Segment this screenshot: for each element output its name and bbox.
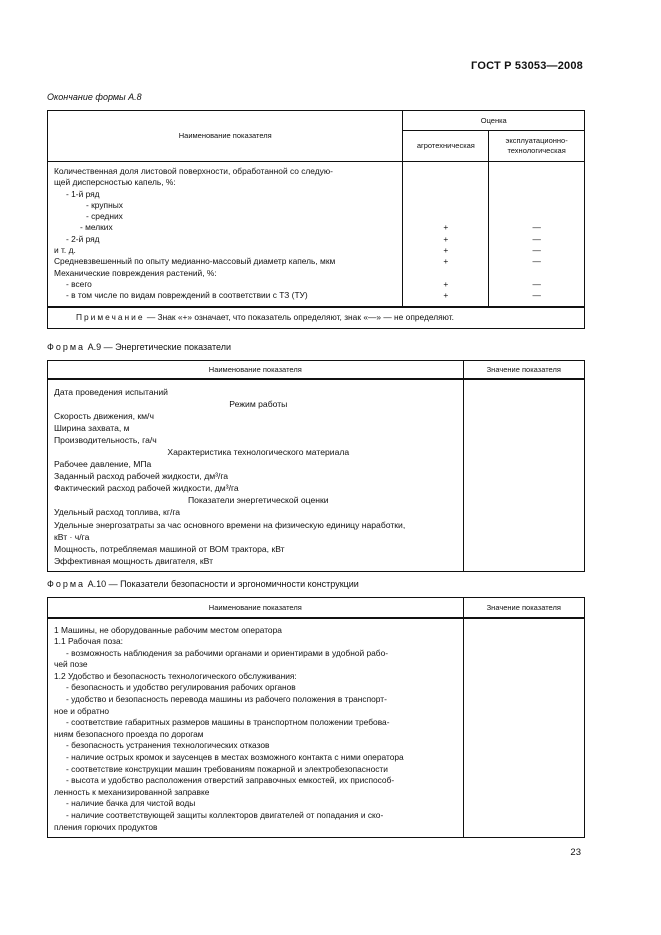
row-label: Дата проведения испытаний [48,379,464,398]
table-row [48,446,585,458]
agro-mark [403,211,489,222]
table-row [48,717,585,729]
expl-mark [489,162,585,178]
col-group-header: Оценка [403,111,585,131]
table-row [48,482,585,494]
table-row [48,506,585,518]
value-cell [463,787,584,799]
row-label: Производительность, га/ч [48,434,464,446]
value-cell [463,636,584,648]
value-cell [463,822,584,838]
value-cell [463,482,584,494]
agro-mark: + [403,222,489,233]
table-row [48,234,585,245]
row-label: Эффективная мощность двигателя, кВт [48,555,464,572]
agro-mark [403,200,489,211]
row-label: - наличие соответствующей защиты коллекторов двигателей от попадания и ско- [48,810,464,822]
value-cell [463,519,584,531]
value-cell [463,694,584,706]
table-row [48,398,585,410]
table-row [48,531,585,543]
row-label: ное и обратно [48,706,464,718]
a9-col-value-header: Значение показателя [463,361,584,379]
form-a9-caption [47,342,231,352]
value-cell [463,648,584,660]
row-label: - в том числе по видам повреждений в соответствии с ТЗ (ТУ) [48,290,403,306]
row-label: - мелких [48,222,403,233]
a10-col-value-header: Значение показателя [463,598,584,618]
row-label: - 1-й ряд [48,189,403,200]
note-label: Примечание [76,312,145,323]
row-label: Мощность, потребляемая машиной от ВОМ трактора, кВт [48,543,464,555]
row-label: чей позе [48,659,464,671]
table-row [48,775,585,787]
row-label: кВт · ч/га [48,531,464,543]
table-row [48,279,585,290]
value-cell [463,434,584,446]
row-label: Скорость движения, км/ч [48,410,464,422]
value-cell [463,543,584,555]
table-row [48,410,585,422]
value-cell [463,706,584,718]
row-label: - удобство и безопасность перевода машины из рабочего положения в транспорт- [48,694,464,706]
table-row [48,729,585,741]
row-label: Количественная доля листовой поверхности, обработанной со следую- [48,162,403,178]
row-label: - средних [48,211,403,222]
table-row [48,555,585,572]
row-label: Характеристика технологического материала [48,446,464,458]
row-label: Показатели энергетической оценки [48,494,464,506]
form-a10-caption-word: Форма [47,579,86,589]
form-a9-caption-word: Форма [47,342,86,352]
table-row [48,752,585,764]
table-a8-note [48,307,585,329]
value-cell [463,555,584,572]
table-row [48,189,585,200]
value-cell [463,729,584,741]
row-label: - соответствие конструкции машин требованиям пожарной и электробезопасности [48,764,464,776]
table-row [48,422,585,434]
table-a10 [47,597,585,838]
table-row [48,671,585,683]
table-row [48,648,585,660]
value-cell [463,494,584,506]
value-cell [463,379,584,398]
row-label: Средневзвешенный по опыту медианно-массовый диаметр капель, мкм [48,256,403,267]
row-label: Фактический расход рабочей жидкости, дм³/га [48,482,464,494]
col-agro-header: агротехническая [403,131,489,162]
col-name-header: Наименование показателя [48,111,403,162]
agro-mark [403,162,489,178]
value-cell [463,398,584,410]
form-a10-caption-rest: А.10 — Показатели безопасности и эргономичности конструкции [87,579,359,589]
table-row [48,379,585,398]
col-expl-line-1: эксплуатационно- [505,136,568,145]
table-row [48,618,585,637]
row-label: 1.2 Удобство и безопасность технологического обслуживания: [48,671,464,683]
table-row [48,211,585,222]
table-row [48,543,585,555]
agro-mark: + [403,256,489,267]
value-cell [463,446,584,458]
table-row [48,636,585,648]
row-label: щей дисперсностью капель, %: [48,177,403,188]
value-cell [463,740,584,752]
expl-mark [489,211,585,222]
table-row [48,177,585,188]
expl-mark: — [489,279,585,290]
row-label: - наличие бачка для чистой воды [48,798,464,810]
expl-mark [489,189,585,200]
row-label: ленность к механизированной заправке [48,787,464,799]
value-cell [463,775,584,787]
value-cell [463,717,584,729]
table-a9 [47,360,585,572]
expl-mark [489,200,585,211]
a9-col-name-header: Наименование показателя [48,361,464,379]
table-row [48,290,585,306]
table-row [48,706,585,718]
value-cell [463,798,584,810]
table-row [48,470,585,482]
agro-mark [403,189,489,200]
row-label: - соответствие габаритных размеров машины в транспортном положении требова- [48,717,464,729]
agro-mark: + [403,290,489,306]
value-cell [463,458,584,470]
expl-mark: — [489,222,585,233]
table-row [48,434,585,446]
row-label: - возможность наблюдения за рабочими органами и ориентирами в удобной рабо- [48,648,464,660]
value-cell [463,410,584,422]
value-cell [463,810,584,822]
value-cell [463,506,584,518]
value-cell [463,682,584,694]
table-row [48,798,585,810]
row-label: Механические повреждения растений, %: [48,268,403,279]
table-row [48,682,585,694]
table-row [48,822,585,838]
expl-mark: — [489,234,585,245]
table-row [48,256,585,267]
table-row [48,519,585,531]
row-label: пления горючих продуктов [48,822,464,838]
row-label: ниям безопасного проезда по дорогам [48,729,464,741]
a10-col-name-header: Наименование показателя [48,598,464,618]
table-row [48,162,585,178]
row-label: Удельные энергозатраты за час основного времени на физическую единицу наработки, [48,519,464,531]
expl-mark: — [489,256,585,267]
continuation-caption: Окончание формы А.8 [47,92,142,102]
value-cell [463,671,584,683]
table-row [48,268,585,279]
row-label: - крупных [48,200,403,211]
agro-mark: + [403,279,489,290]
row-label: 1 Машины, не оборудованные рабочим местом оператора [48,618,464,637]
value-cell [463,618,584,637]
table-row [48,810,585,822]
table-row [48,458,585,470]
agro-mark [403,177,489,188]
table-row [48,659,585,671]
row-label: Удельный расход топлива, кг/га [48,506,464,518]
agro-mark: + [403,245,489,256]
form-a10-caption [47,579,359,589]
table-row [48,694,585,706]
value-cell [463,659,584,671]
expl-mark [489,268,585,279]
table-row [48,200,585,211]
row-label: Рабочее давление, МПа [48,458,464,470]
row-label: Заданный расход рабочей жидкости, дм³/га [48,470,464,482]
row-label: - всего [48,279,403,290]
row-label: - 2-й ряд [48,234,403,245]
col-expl-line-2: технологическая [507,146,566,155]
value-cell [463,764,584,776]
table-row [48,494,585,506]
value-cell [463,531,584,543]
agro-mark: + [403,234,489,245]
table-row [48,787,585,799]
table-row [48,740,585,752]
row-label: - безопасность устранения технологических отказов [48,740,464,752]
standard-header: ГОСТ Р 53053—2008 [471,60,583,72]
note-text: — Знак «+» означает, что показатель определяют, знак «—» — не определяют. [146,312,454,323]
expl-mark: — [489,290,585,306]
value-cell [463,422,584,434]
page-number: 23 [570,847,581,858]
row-label: - безопасность и удобство регулирования рабочих органов [48,682,464,694]
table-a8 [47,110,585,329]
value-cell [463,752,584,764]
table-row [48,222,585,233]
row-label: и т. д. [48,245,403,256]
table-row [48,764,585,776]
form-a9-caption-rest: А.9 — Энергетические показатели [87,342,231,352]
row-label: Ширина захвата, м [48,422,464,434]
row-label: 1.1 Рабочая поза: [48,636,464,648]
col-expl-header [489,131,585,162]
value-cell [463,470,584,482]
row-label: - высота и удобство расположения отверстий заправочных емкостей, их приспособ- [48,775,464,787]
expl-mark [489,177,585,188]
table-row [48,245,585,256]
agro-mark [403,268,489,279]
row-label: - наличие острых кромок и заусенцев в местах возможного контакта с ними оператора [48,752,464,764]
expl-mark: — [489,245,585,256]
row-label: Режим работы [48,398,464,410]
